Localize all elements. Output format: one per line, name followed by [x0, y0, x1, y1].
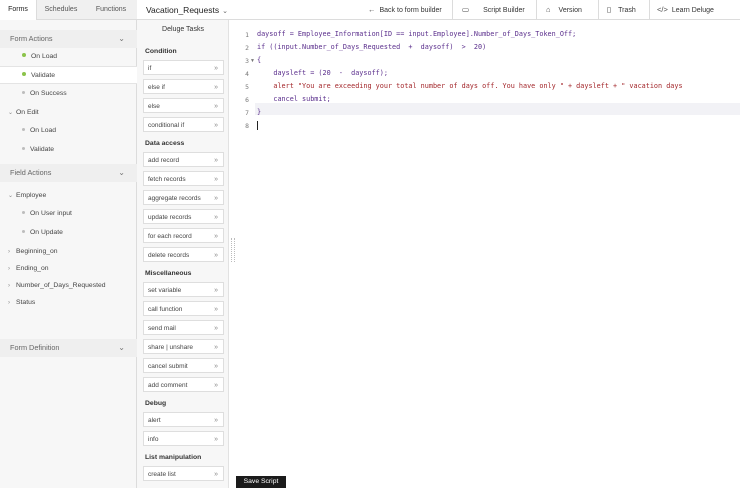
tree-item-on-update[interactable]: [0, 224, 137, 242]
line-number: 7: [245, 109, 249, 117]
category-condition: Condition: [145, 48, 177, 55]
double-chevron-icon: »: [214, 344, 218, 351]
tree-item-label: On User input: [30, 210, 72, 217]
double-chevron-icon: »: [214, 471, 218, 478]
tree-item-status[interactable]: [0, 294, 137, 312]
inactive-dot-icon: [22, 211, 25, 214]
toolbar-divider: [536, 0, 537, 20]
tab-schedules[interactable]: Schedules: [44, 6, 78, 13]
code-line: daysoff = Employee_Information[ID == input.Employee].Number_of_Days_Token_Off;: [257, 30, 577, 38]
category-list-manipulation: List manipulation: [145, 454, 202, 461]
line-number: 2: [245, 44, 249, 52]
toolbar-divider: [598, 0, 599, 20]
chevron-right-icon: ›: [8, 300, 10, 306]
tree-item-label: On Edit: [16, 109, 39, 116]
field-actions-header[interactable]: [0, 164, 137, 182]
back-to-form-builder-button[interactable]: [368, 0, 442, 20]
category-debug: Debug: [145, 400, 167, 407]
tree-item-beginning-on[interactable]: [0, 243, 137, 261]
tree-item-label: Status: [16, 299, 36, 306]
double-chevron-icon: »: [214, 417, 218, 424]
code-icon: </>: [657, 5, 668, 14]
task-label: alert: [148, 417, 161, 424]
line-number: 8: [245, 122, 249, 130]
form-selector[interactable]: [146, 0, 228, 20]
task-label: delete records: [148, 252, 190, 259]
line-number: 6: [245, 96, 249, 104]
code-line: {: [257, 56, 262, 64]
active-line-highlight: [255, 103, 740, 115]
double-chevron-icon: »: [214, 382, 218, 389]
arrow-left-icon: ←: [368, 5, 376, 14]
task-set-variable[interactable]: [143, 282, 224, 297]
toolbar-divider: [452, 0, 453, 20]
code-editor[interactable]: [235, 20, 740, 488]
tree-item-label: On Load: [31, 53, 58, 60]
chevron-down-icon: ⌄: [8, 110, 14, 116]
chevron-down-icon: ⌄: [222, 8, 228, 15]
text-cursor: [257, 121, 258, 130]
task-for-each-record[interactable]: [143, 228, 224, 243]
task-label: add record: [148, 157, 180, 164]
task-label: else: [148, 103, 160, 110]
active-dot-icon: [22, 72, 26, 76]
chevron-down-icon: ⌄: [118, 168, 125, 177]
task-label: info: [148, 436, 159, 443]
chevron-right-icon: ›: [8, 283, 10, 289]
task-else[interactable]: [143, 98, 224, 113]
trash-icon: ▯: [607, 5, 612, 14]
lock-icon: ⌂: [546, 5, 551, 14]
tree-item-on-edit[interactable]: [0, 104, 137, 122]
double-chevron-icon: »: [214, 363, 218, 370]
task-share-unshare[interactable]: [143, 339, 224, 354]
inactive-dot-icon: [22, 230, 25, 233]
task-else-if[interactable]: [143, 79, 224, 94]
tree-item-label: On Update: [30, 229, 63, 236]
code-line: if ((input.Number_of_Days_Requested + daysoff) > 20): [257, 43, 487, 51]
double-chevron-icon: »: [214, 122, 218, 129]
double-chevron-icon: »: [214, 103, 218, 110]
field-actions-title: Field Actions: [10, 168, 52, 177]
code-line: cancel submit;: [257, 95, 331, 103]
form-name-label: Vacation_Requests: [146, 5, 220, 15]
task-if[interactable]: [143, 60, 224, 75]
task-label: aggregate records: [148, 195, 201, 202]
double-chevron-icon: »: [214, 252, 218, 259]
tree-item-on-load[interactable]: [0, 48, 137, 66]
form-definition-header[interactable]: [0, 339, 137, 357]
tree-item-label: On Load: [30, 127, 57, 134]
task-label: send mail: [148, 325, 176, 332]
code-line: }: [257, 108, 262, 116]
version-button[interactable]: [546, 0, 582, 20]
tree-item-edit-validate[interactable]: [0, 141, 137, 159]
task-label: conditional if: [148, 122, 185, 129]
double-chevron-icon: »: [214, 306, 218, 313]
inactive-dot-icon: [22, 128, 25, 131]
task-update-records[interactable]: [143, 209, 224, 224]
task-label: for each record: [148, 233, 192, 240]
chevron-right-icon: ›: [8, 249, 10, 255]
line-number: 3: [245, 57, 249, 65]
version-label: Version: [558, 7, 582, 14]
task-aggregate-records[interactable]: [143, 190, 224, 205]
trash-label: Trash: [618, 7, 636, 14]
fold-toggle-icon[interactable]: ▼: [250, 58, 255, 64]
top-toolbar: [137, 0, 740, 20]
task-add-comment[interactable]: [143, 377, 224, 392]
learn-deluge-button[interactable]: [657, 0, 714, 20]
task-send-mail[interactable]: [143, 320, 224, 335]
tab-functions[interactable]: Functions: [95, 6, 127, 13]
chevron-down-icon: ⌄: [118, 34, 125, 43]
double-chevron-icon: »: [214, 233, 218, 240]
tree-item-label: Beginning_on: [16, 248, 58, 255]
double-chevron-icon: »: [214, 84, 218, 91]
task-call-function[interactable]: [143, 301, 224, 316]
panel-tabs: [0, 0, 137, 20]
script-builder-button[interactable]: [462, 0, 525, 20]
double-chevron-icon: »: [214, 157, 218, 164]
task-label: share | unshare: [148, 344, 194, 351]
task-add-record[interactable]: [143, 152, 224, 167]
form-definition-title: Form Definition: [10, 343, 60, 352]
task-cancel-submit[interactable]: [143, 358, 224, 373]
tree-item-label: Employee: [16, 192, 47, 199]
line-number: 5: [245, 83, 249, 91]
inactive-dot-icon: [22, 147, 25, 150]
double-chevron-icon: »: [214, 65, 218, 72]
chevron-down-icon: ⌄: [8, 193, 14, 199]
task-label: cancel submit: [148, 363, 188, 370]
category-miscellaneous: Miscellaneous: [145, 270, 192, 277]
task-create-list[interactable]: [143, 466, 224, 481]
task-label: else if: [148, 84, 165, 91]
category-data-access: Data access: [145, 140, 185, 147]
clipboard-icon: ▭: [462, 5, 470, 14]
active-dot-icon: [22, 53, 26, 57]
double-chevron-icon: »: [214, 176, 218, 183]
double-chevron-icon: »: [214, 195, 218, 202]
tree-item-on-success[interactable]: [0, 85, 137, 103]
tab-forms[interactable]: Forms: [0, 0, 37, 20]
deluge-tasks-title: Deluge Tasks: [162, 26, 204, 33]
script-builder-label: Script Builder: [483, 7, 525, 14]
chevron-down-icon: ⌄: [118, 343, 125, 352]
double-chevron-icon: »: [214, 214, 218, 221]
tree-item-number-of-days[interactable]: [0, 277, 137, 295]
inactive-dot-icon: [22, 91, 25, 94]
task-label: call function: [148, 306, 183, 313]
task-conditional-if[interactable]: [143, 117, 224, 132]
double-chevron-icon: »: [214, 325, 218, 332]
form-actions-header[interactable]: [0, 30, 137, 48]
save-script-button[interactable]: Save Script: [236, 476, 286, 488]
line-number: 1: [245, 31, 249, 39]
task-fetch-records[interactable]: [143, 171, 224, 186]
form-actions-title: Form Actions: [10, 34, 53, 43]
tree-item-ending-on[interactable]: [0, 260, 137, 278]
task-label: create list: [148, 471, 176, 478]
chevron-right-icon: ›: [8, 266, 10, 272]
task-label: if: [148, 65, 152, 72]
line-number: 4: [245, 70, 249, 78]
double-chevron-icon: »: [214, 287, 218, 294]
tree-item-edit-on-load[interactable]: [0, 122, 137, 140]
trash-button[interactable]: [607, 0, 636, 20]
tree-item-label: Validate: [31, 72, 56, 79]
tree-item-label: On Success: [30, 90, 67, 97]
code-line: alert "You are exceeding your total number of days off. You have only " + daysleft + " vacation days: [257, 82, 683, 90]
double-chevron-icon: »: [214, 436, 218, 443]
tree-item-employee[interactable]: [0, 187, 137, 205]
task-label: fetch records: [148, 176, 186, 183]
toolbar-divider: [649, 0, 650, 20]
left-panel: [0, 0, 137, 488]
tree-item-label: Number_of_Days_Requested: [16, 282, 106, 289]
tree-item-validate[interactable]: [0, 66, 137, 84]
task-label: set variable: [148, 287, 182, 294]
tree-item-label: Validate: [30, 146, 55, 153]
tree-item-label: Ending_on: [16, 265, 49, 272]
task-info[interactable]: [143, 431, 224, 446]
back-label: Back to form builder: [379, 7, 442, 14]
tree-item-on-user-input[interactable]: [0, 205, 137, 223]
task-delete-records[interactable]: [143, 247, 224, 262]
task-alert[interactable]: [143, 412, 224, 427]
task-label: add comment: [148, 382, 188, 389]
task-label: update records: [148, 214, 192, 221]
learn-label: Learn Deluge: [671, 7, 714, 14]
code-line: daysleft = (20 - daysoff);: [257, 69, 388, 77]
